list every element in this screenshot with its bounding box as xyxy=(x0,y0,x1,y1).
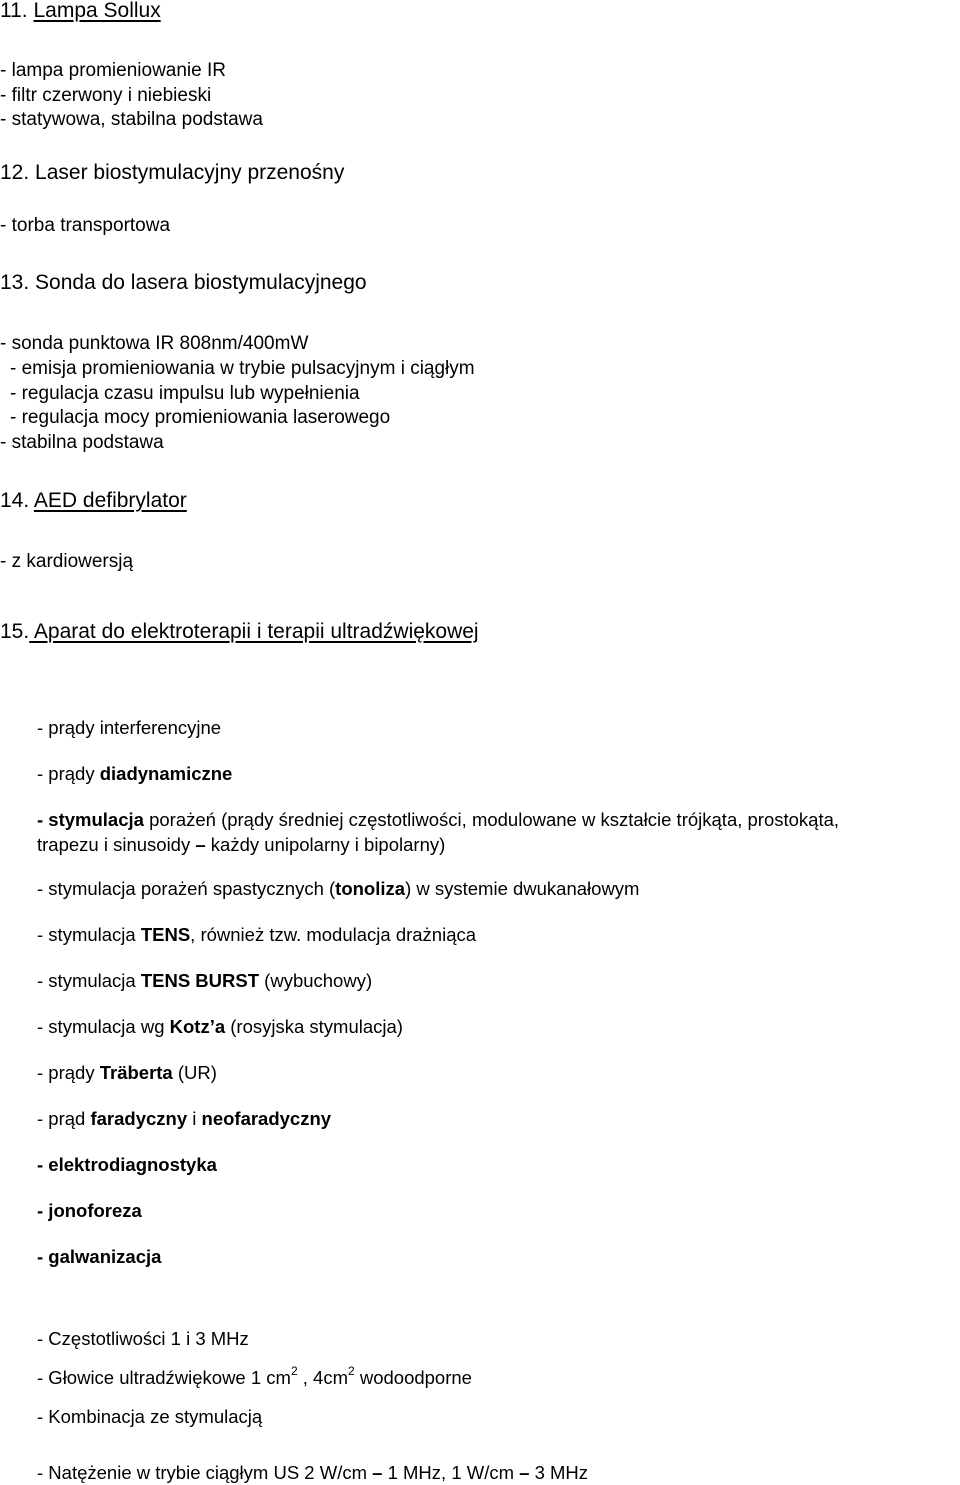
item-bold: faradyczny xyxy=(90,1108,188,1129)
item-text: - prąd xyxy=(37,1108,91,1129)
heading-title: Aparat do elektroterapii i terapii ultradźwiękowej xyxy=(29,620,479,643)
heading-number: 15. xyxy=(0,620,30,643)
list-item: - stabilna podstawa xyxy=(0,432,164,453)
item-text: - Głowice ultradźwiękowe 1 cm xyxy=(37,1367,291,1388)
heading-title: Lampa Sollux xyxy=(33,0,161,22)
heading-title: AED defibrylator xyxy=(33,489,187,512)
list-item: - lampa promieniowanie IR xyxy=(0,60,226,81)
list-item xyxy=(37,1110,331,1129)
list-item: - Kombinacja ze stymulacją xyxy=(37,1406,263,1427)
list-item xyxy=(37,1064,217,1083)
item-text: - prądy xyxy=(37,763,100,784)
list-item xyxy=(37,1464,588,1483)
list-item: - galwanizacja xyxy=(37,1246,162,1267)
list-item xyxy=(37,926,476,945)
list-item xyxy=(37,880,639,899)
item-bold: Träberta xyxy=(99,1062,173,1083)
heading-title: Laser biostymulacyjny przenośny xyxy=(35,161,345,184)
list-item-continuation xyxy=(37,836,445,855)
item-text: (rosyjska stymulacja) xyxy=(225,1016,403,1037)
item-text: trapezu i sinusoidy xyxy=(37,834,196,855)
list-item xyxy=(37,972,372,991)
heading-title: Sonda do lasera biostymulacyjnego xyxy=(35,271,367,294)
item-text: , również tzw. modulacja drażniąca xyxy=(190,924,477,945)
item-dash: – xyxy=(372,1462,383,1483)
heading-laser xyxy=(0,162,344,183)
item-text: - Natężenie w trybie ciągłym US 2 W/cm xyxy=(37,1462,373,1483)
item-text: i xyxy=(187,1108,202,1129)
item-bold: diadynamiczne xyxy=(99,763,233,784)
item-bold: - stymulacja xyxy=(37,809,144,830)
item-text: 1 MHz, 1 W/cm xyxy=(382,1462,520,1483)
item-dash: – xyxy=(195,834,206,855)
list-item: - prądy interferencyjne xyxy=(37,717,222,738)
item-text: wodoodporne xyxy=(354,1367,472,1388)
item-bold: TENS BURST xyxy=(140,970,260,991)
list-item xyxy=(37,1364,472,1388)
item-text: - stymulacja xyxy=(37,970,141,991)
list-item xyxy=(37,811,839,830)
item-text: (UR) xyxy=(172,1062,217,1083)
list-item: - jonoforeza xyxy=(37,1200,142,1221)
list-item xyxy=(37,1018,403,1037)
heading-number: 14. xyxy=(0,489,34,512)
item-text: każdy unipolarny i bipolarny) xyxy=(205,834,446,855)
item-text: - prądy xyxy=(37,1062,100,1083)
heading-lampa-sollux xyxy=(0,0,161,21)
item-text: - stymulacja porażeń spastycznych ( xyxy=(37,878,336,899)
superscript: 2 xyxy=(290,1364,298,1378)
item-bold: Kotz’a xyxy=(169,1016,226,1037)
list-item: - statywowa, stabilna podstawa xyxy=(0,109,263,130)
item-bold: neofaradyczny xyxy=(201,1108,332,1129)
heading-aparat xyxy=(0,621,479,642)
item-dash: – xyxy=(519,1462,530,1483)
item-text: ) w systemie dwukanałowym xyxy=(405,878,640,899)
list-item: - regulacja czasu impulsu lub wypełnienia xyxy=(10,383,360,404)
list-item: - emisja promieniowania w trybie pulsacyjnym i ciągłym xyxy=(10,358,475,379)
heading-number: 12. xyxy=(0,161,36,184)
item-text: - stymulacja xyxy=(37,924,141,945)
item-text: 3 MHz xyxy=(529,1462,589,1483)
list-item xyxy=(37,765,232,784)
heading-number: 11. xyxy=(0,0,34,22)
list-item: - regulacja mocy promieniowania laserowego xyxy=(10,407,391,428)
list-item: - sonda punktowa IR 808nm/400mW xyxy=(0,333,309,354)
list-item: - filtr czerwony i niebieski xyxy=(0,85,212,106)
heading-sonda xyxy=(0,272,367,293)
heading-aed xyxy=(0,490,187,511)
heading-number: 13. xyxy=(0,271,36,294)
item-text: , 4cm xyxy=(297,1367,349,1388)
list-item: - elektrodiagnostyka xyxy=(37,1154,217,1175)
item-bold: TENS xyxy=(140,924,191,945)
list-item: - Częstotliwości 1 i 3 MHz xyxy=(37,1328,249,1349)
item-text: (wybuchowy) xyxy=(259,970,373,991)
item-text: porażeń (prądy średniej częstotliwości, modulowane w kształcie trójkąta, prostokąta, xyxy=(143,809,840,830)
item-text: - stymulacja wg xyxy=(37,1016,170,1037)
list-item: - torba transportowa xyxy=(0,215,171,236)
list-item: - z kardiowersją xyxy=(0,551,134,572)
item-bold: tonoliza xyxy=(335,878,406,899)
superscript: 2 xyxy=(348,1364,355,1378)
